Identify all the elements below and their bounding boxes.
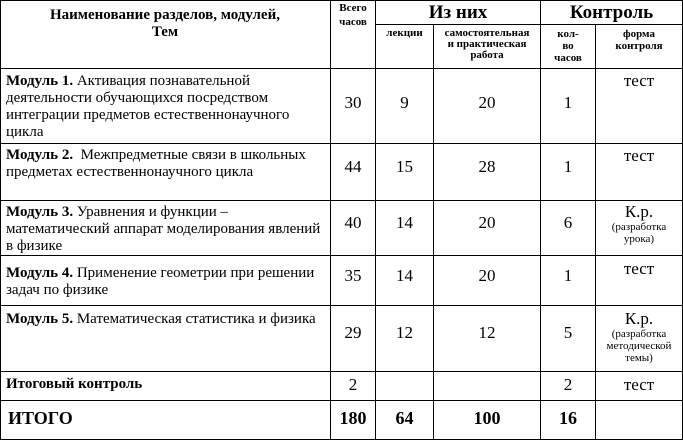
cell-practice: 20 bbox=[478, 93, 496, 112]
cell-count: 2 bbox=[563, 375, 573, 394]
row-divider bbox=[0, 68, 683, 69]
header-form-line: форма bbox=[623, 28, 655, 40]
cell-form bbox=[596, 310, 682, 364]
header-name-col bbox=[0, 8, 330, 40]
module-desc: Уравнения и функции – математический аппарат моделирования явлений в физике bbox=[6, 204, 321, 254]
header-count-line: кол- bbox=[557, 28, 579, 40]
header-iz-nih: Из них bbox=[428, 2, 488, 23]
table-row-title bbox=[6, 204, 326, 255]
cell-lectures: 12 bbox=[396, 323, 413, 342]
form-note: темы) bbox=[625, 352, 653, 364]
form-note: (разработка bbox=[611, 221, 667, 233]
cell-total: 29 bbox=[344, 323, 362, 342]
cell-lectures: 15 bbox=[396, 157, 413, 176]
header-selfwork-line: и практическая bbox=[447, 38, 527, 50]
cell-practice: 12 bbox=[478, 323, 496, 342]
row-divider bbox=[0, 0, 683, 1]
module-desc: Активация познавательной деятельности обучающихся посредством интеграции предметов естественнонаучного цикла bbox=[6, 73, 290, 140]
col-divider bbox=[433, 24, 434, 440]
cell-form: тест bbox=[623, 146, 655, 165]
module-desc: Математическая статистика и физика bbox=[76, 311, 316, 327]
final-control-label: Итоговый контроль bbox=[6, 376, 143, 392]
header-count bbox=[541, 28, 595, 64]
row-divider bbox=[0, 143, 683, 144]
cell-form bbox=[596, 203, 682, 245]
header-total-line: Всего bbox=[339, 2, 367, 14]
cell-total: 30 bbox=[344, 93, 362, 112]
cell-practice: 20 bbox=[478, 266, 496, 285]
cell-count: 1 bbox=[563, 266, 573, 285]
module-desc: Межпредметные связи в школьных предметах естественнонаучного цикла bbox=[6, 147, 306, 180]
cell-form: тест bbox=[623, 375, 655, 394]
cell-total: 44 bbox=[344, 157, 362, 176]
total-label: ИТОГО bbox=[8, 408, 73, 428]
header-count-line: часов bbox=[554, 52, 582, 64]
table-row-title bbox=[6, 265, 326, 299]
module-desc: Применение геометрии при решении задач по физике bbox=[6, 265, 315, 298]
cell-practice: 28 bbox=[478, 157, 496, 176]
module-label: Модуль 2. bbox=[6, 147, 74, 163]
total-lectures: 64 bbox=[395, 408, 414, 428]
header-name-line: Тем bbox=[151, 24, 179, 40]
total-hours: 180 bbox=[339, 408, 367, 428]
cell-count: 6 bbox=[563, 213, 573, 232]
form-note: (разработка bbox=[611, 328, 667, 340]
header-control: Контроль bbox=[569, 2, 654, 23]
table-row-title bbox=[6, 311, 326, 328]
header-total-line: часов bbox=[339, 16, 367, 28]
form-note: урока) bbox=[623, 233, 655, 245]
header-name-line: Наименование разделов, модулей, bbox=[49, 7, 280, 23]
header-selfwork bbox=[434, 28, 540, 61]
module-label: Модуль 3. bbox=[6, 204, 74, 220]
total-practice: 100 bbox=[473, 408, 501, 428]
cell-count: 5 bbox=[563, 323, 573, 342]
form-label: К.р. bbox=[624, 202, 654, 221]
row-divider bbox=[0, 200, 683, 201]
cell-count: 1 bbox=[563, 157, 573, 176]
row-divider bbox=[0, 400, 683, 401]
cell-practice: 20 bbox=[478, 213, 496, 232]
module-label: Модуль 4. bbox=[6, 265, 74, 281]
cell-total: 35 bbox=[344, 266, 362, 285]
table-row-title bbox=[6, 73, 326, 141]
cell-lectures: 14 bbox=[396, 213, 413, 232]
cell-form: тест bbox=[623, 259, 655, 278]
header-selfwork-line: работа bbox=[470, 49, 504, 61]
header-form-line: контроля bbox=[615, 40, 663, 52]
table-border-left bbox=[0, 0, 1, 440]
total-count: 16 bbox=[559, 408, 577, 428]
header-total bbox=[331, 3, 375, 28]
header-selfwork-line: самостоятельная bbox=[444, 27, 530, 39]
cell-form: тест bbox=[623, 71, 655, 90]
cell-total: 40 bbox=[344, 213, 362, 232]
header-form bbox=[596, 28, 682, 52]
module-label: Модуль 1. bbox=[6, 73, 74, 89]
header-count-line: во bbox=[562, 40, 574, 52]
cell-total: 2 bbox=[348, 375, 358, 394]
form-note: методической bbox=[606, 340, 672, 352]
cell-count: 1 bbox=[563, 93, 573, 112]
cell-lectures: 14 bbox=[396, 266, 413, 285]
cell-lectures: 9 bbox=[400, 93, 409, 112]
form-label: К.р. bbox=[624, 309, 654, 328]
row-divider bbox=[375, 24, 683, 25]
row-divider bbox=[0, 255, 683, 256]
table-row-title bbox=[6, 147, 326, 181]
module-label: Модуль 5. bbox=[6, 311, 74, 327]
header-lectures: лекции bbox=[386, 27, 423, 39]
row-divider bbox=[0, 371, 683, 372]
row-divider bbox=[0, 305, 683, 306]
